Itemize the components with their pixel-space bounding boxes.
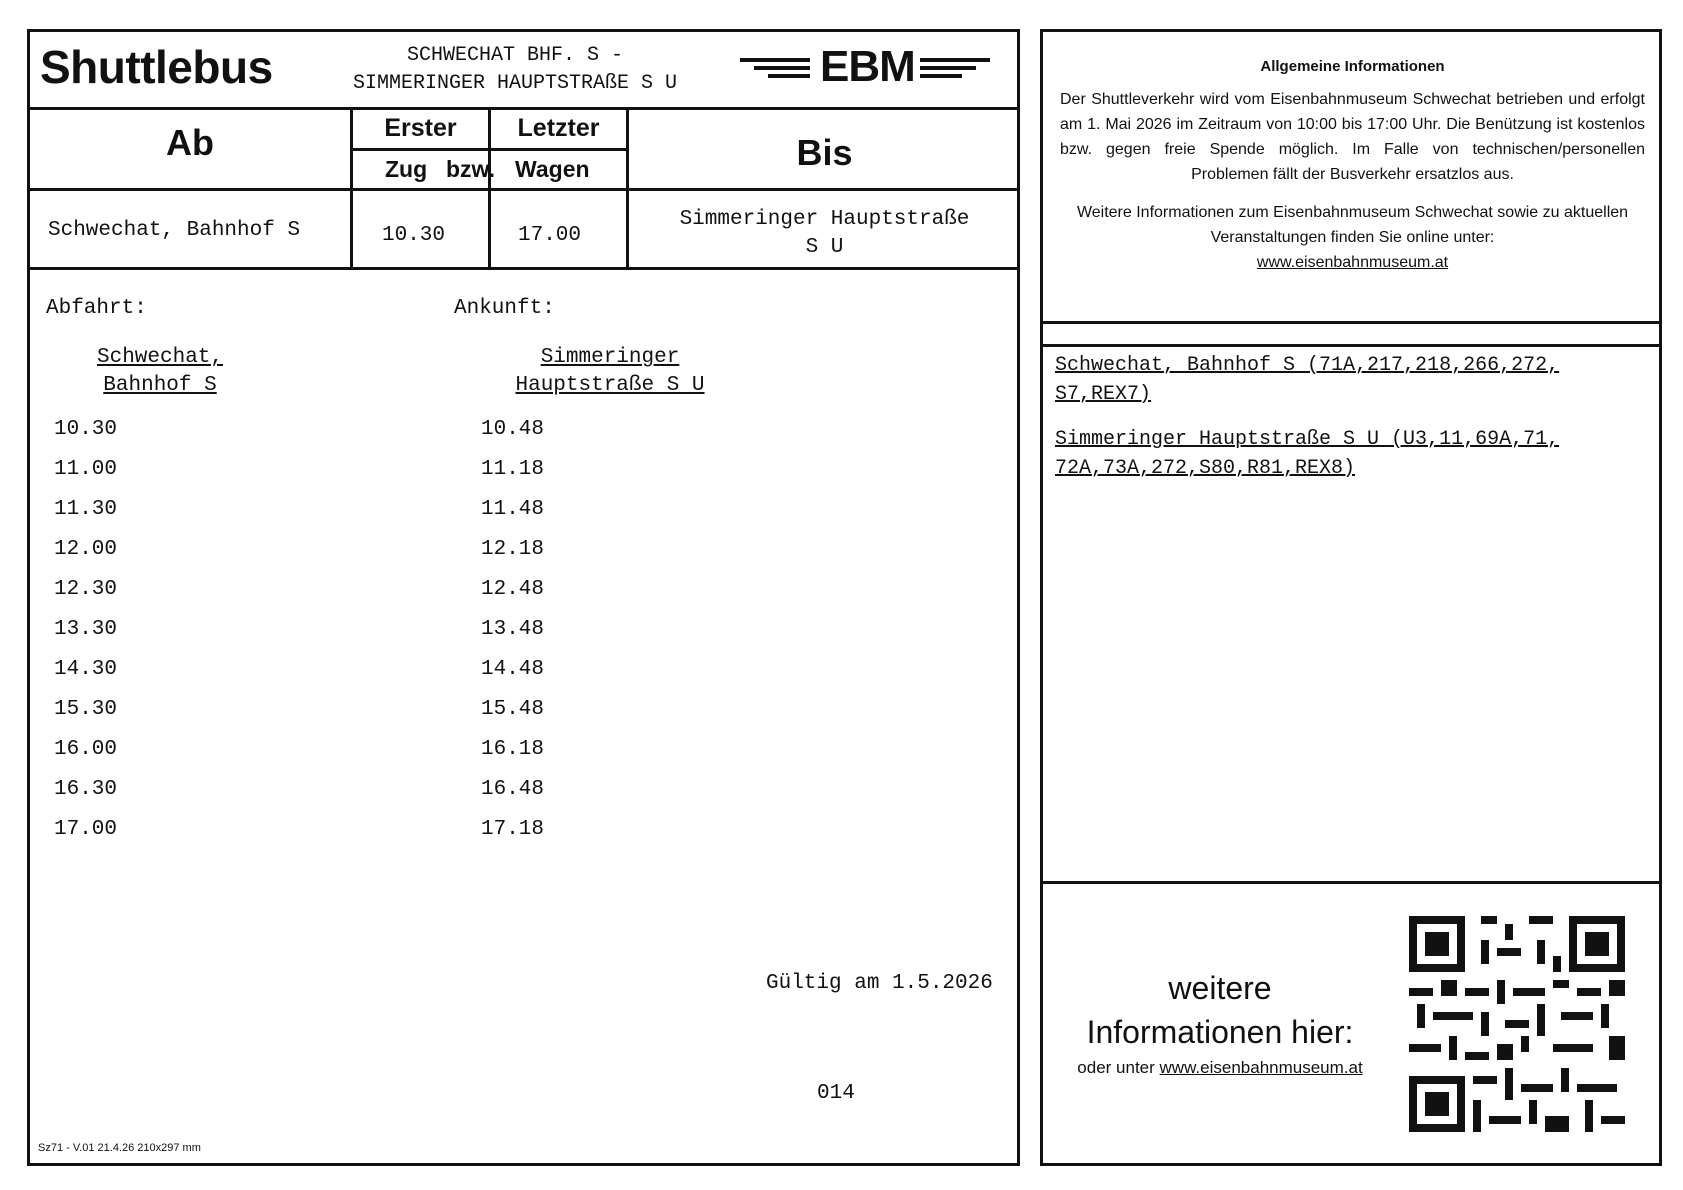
info-heading: Allgemeine Informationen: [1260, 58, 1445, 75]
departure-time: 16.00: [54, 738, 118, 761]
col-header-erster: Erster: [384, 114, 457, 142]
arrival-time: 11.18: [481, 458, 545, 481]
col-header-ab: Ab: [166, 122, 214, 163]
sheet-number: 014: [817, 1082, 855, 1105]
arrival-time: 12.48: [481, 578, 545, 601]
row-erster: 10.30: [382, 224, 446, 247]
connection-line-3: Simmeringer Hauptstraße S U (U3,11,69A,71,: [1055, 428, 1560, 451]
more-info-line-1: weitere: [1168, 970, 1272, 1006]
departure-list: [54, 410, 117, 850]
row-letzter: 17.00: [518, 224, 582, 247]
validity-text: Gültig am 1.5.2026: [766, 972, 993, 995]
table-body-rule: [27, 267, 1020, 270]
arrival-time: 16.18: [481, 738, 545, 761]
arrival-label: Ankunft:: [454, 297, 555, 320]
departure-time: 15.30: [54, 698, 118, 721]
connection-line-4: 72A,73A,272,S80,R81,REX8): [1055, 457, 1356, 480]
info-paragraph-2-line-2: Veranstaltungen finden Sie online unter:: [1210, 229, 1495, 246]
route-line-1: SCHWECHAT BHF. S -: [406, 44, 624, 67]
departure-time: 17.00: [54, 818, 118, 841]
info-paragraph-1: Der Shuttleverkehr wird vom Eisenbahnmuseum Schwechat betrieben und erfolgt am 1. Mai 2026 im Zeitraum von 10:00 bis 17:00 Uhr. Die Benützung ist kostenlos bzw. gegen freie Spende möglich. Im Falle von technischen/personellen Problemen fällt der Busverkehr ersatzlos aus.: [1060, 91, 1645, 183]
departure-time: 16.30: [54, 778, 118, 801]
row-bis-line-2: S U: [805, 236, 844, 259]
more-info-prefix: oder unter: [1077, 1058, 1155, 1077]
row-bis: [629, 206, 1020, 262]
departure-stop-line-2: Bahnhof S: [103, 374, 217, 397]
more-info-line-3: [1055, 1058, 1385, 1078]
row-bis-line-1: Simmeringer Hauptstraße: [679, 208, 970, 231]
arrival-time: 11.48: [481, 498, 545, 521]
departure-time: 12.30: [54, 578, 118, 601]
departure-time: 11.30: [54, 498, 118, 521]
info-link[interactable]: www.eisenbahnmuseum.at: [1256, 254, 1449, 271]
departure-time: 10.30: [54, 418, 118, 441]
table-head-rule: [27, 188, 1020, 191]
connections: [1055, 351, 1559, 483]
arrival-time: 10.48: [481, 418, 545, 441]
arrival-time: 17.18: [481, 818, 545, 841]
arrival-time: 12.18: [481, 538, 545, 561]
col-header-wagen: Wagen: [515, 156, 590, 182]
more-info: [1055, 966, 1385, 1078]
arrival-stop-line-2: Hauptstraße S U: [515, 374, 705, 397]
col-header-bzw: bzw.: [446, 156, 495, 182]
col-header-zug: Zug: [385, 156, 428, 182]
departure-stop: [60, 344, 260, 400]
connection-line-1: Schwechat, Bahnhof S (71A,217,218,266,272,: [1055, 354, 1560, 377]
departure-time: 14.30: [54, 658, 118, 681]
route-title: [340, 42, 690, 98]
arrival-time: 16.48: [481, 778, 545, 801]
departure-stop-line-1: Schwechat,: [96, 346, 224, 369]
more-info-line-2: Informationen hier:: [1086, 1014, 1354, 1050]
more-info-link[interactable]: www.eisenbahnmuseum.at: [1159, 1058, 1363, 1077]
qr-code[interactable]: [1409, 916, 1625, 1132]
departure-time: 13.30: [54, 618, 118, 641]
arrival-time: 15.48: [481, 698, 545, 721]
info-paragraph-2-line-1: Weitere Informationen zum Eisenbahnmuseum Schwechat sowie zu aktuellen: [1076, 204, 1629, 221]
arrival-time: 14.48: [481, 658, 545, 681]
col-header-bis: Bis: [796, 132, 853, 173]
info-section: [1060, 54, 1645, 275]
page-title: Shuttlebus: [40, 41, 273, 93]
ebm-logo: [740, 42, 990, 92]
qr-code-graphic: [1409, 916, 1625, 1132]
departure-time: 12.00: [54, 538, 118, 561]
route-line-2: SIMMERINGER HAUPTSTRAßE S U: [352, 72, 678, 95]
departure-label: Abfahrt:: [46, 297, 147, 320]
col-header-letzter: Letzter: [517, 114, 600, 142]
arrival-list: [481, 410, 544, 850]
connection-line-2: S7,REX7): [1055, 383, 1152, 406]
ebm-logo-text: EBM: [820, 42, 915, 91]
footer-code: Sz71 - V.01 21.4.26 210x297 mm: [38, 1142, 201, 1154]
departure-time: 11.00: [54, 458, 118, 481]
arrival-stop-line-1: Simmeringer: [540, 346, 680, 369]
header-rule: [27, 107, 1020, 110]
arrival-time: 13.48: [481, 618, 545, 641]
arrival-stop: [490, 344, 730, 400]
row-ab: Schwechat, Bahnhof S: [48, 219, 301, 242]
